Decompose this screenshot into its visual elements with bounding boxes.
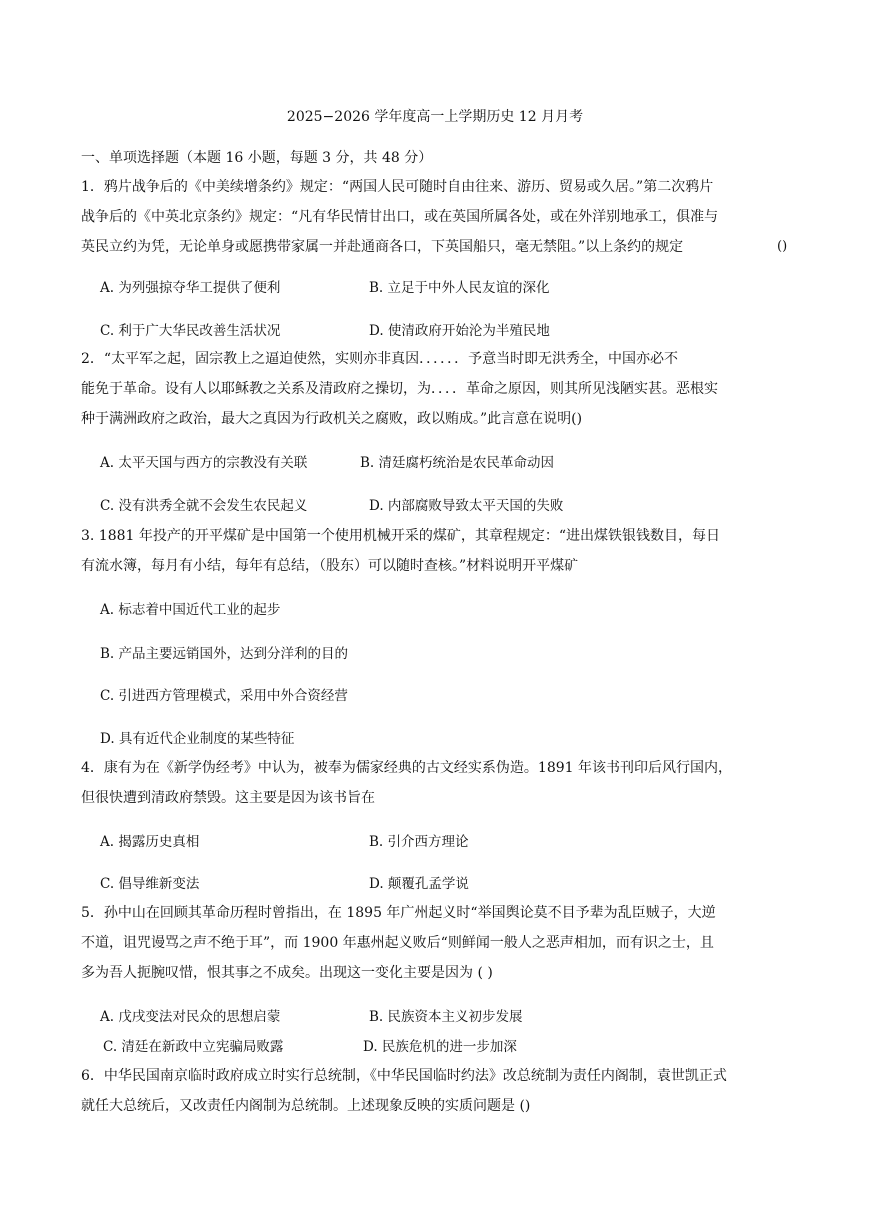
q5-option-a[interactable]: A. 戊戌变法对民众的思想启蒙	[100, 1009, 281, 1025]
exam-title: 2025−2026 学年度高一上学期历史 12 月月考	[286, 109, 584, 125]
section-heading: 一、单项选择题（本题 16 小题，每题 3 分，共 48 分）	[81, 150, 433, 166]
q3-option-d[interactable]: D. 具有近代企业制度的某些特征	[100, 731, 295, 747]
q5-line-2: 不道，诅咒谩骂之声不绝于耳”，而 1900 年惠州起义败后“则鲜闻一般人之恶声相加，而有识之士，且	[81, 935, 714, 951]
q4-option-d[interactable]: D. 颠覆孔孟学说	[369, 876, 469, 892]
q5-line-3: 多为吾人扼腕叹惜，恨其事之不成矣。出现这一变化主要是因为 ( )	[81, 965, 493, 981]
q2-line-1: 2．“太平军之起，固宗教上之逼迫使然，实则亦非真因．．．．．．予意当时即无洪秀全，中国亦必不	[81, 351, 679, 367]
q4-option-b[interactable]: B. 引介西方理论	[369, 834, 469, 850]
q1-line-1: 1．鸦片战争后的《中美续增条约》规定：“两国人民可随时自由往来、游历、贸易或久居。”第二次鸦片	[81, 179, 714, 195]
q3-option-c[interactable]: C. 引进西方管理模式，采用中外合资经营	[100, 688, 348, 704]
q3-line-1: 3. 1881 年投产的开平煤矿是中国第一个使用机械开采的煤矿，其章程规定：“进出煤铁银钱数目，每日	[81, 528, 721, 544]
q2-option-b[interactable]: B. 清廷腐朽统治是农民革命动因	[360, 455, 555, 471]
q6-line-2: 就任大总统后，又改责任内阁制为总统制。上述现象反映的实质问题是 ()	[81, 1098, 531, 1114]
q5-option-b[interactable]: B. 民族资本主义初步发展	[369, 1009, 523, 1025]
q1-answer-paren: ()	[777, 239, 788, 254]
q4-line-1: 4．康有为在《新学伪经考》中认为，被奉为儒家经典的古文经实系伪造。1891 年该书刊印后风行国内，	[81, 760, 732, 776]
q2-option-c[interactable]: C. 没有洪秀全就不会发生农民起义	[100, 498, 308, 514]
q3-option-b[interactable]: B. 产品主要远销国外，达到分洋利的目的	[100, 646, 349, 662]
q1-option-c[interactable]: C. 利于广大华民改善生活状况	[100, 323, 281, 339]
q1-line-2: 战争后的《中英北京条约》规定：“凡有华民情甘出口，或在英国所属各处，或在外洋别地承工，俱准与	[81, 209, 719, 225]
q2-line-3: 种于满洲政府之政治，最大之真因为行政机关之腐败，政以贿成。”此言意在说明()	[81, 411, 583, 427]
q3-option-a[interactable]: A. 标志着中国近代工业的起步	[100, 602, 281, 618]
q5-line-1: 5．孙中山在回顾其革命历程时曾指出，在 1895 年广州起义时“举国舆论莫不目予辈为乱臣贼子，大逆	[81, 905, 716, 921]
q4-option-c[interactable]: C. 倡导维新变法	[100, 876, 200, 892]
q1-option-d[interactable]: D. 使清政府开始沦为半殖民地	[369, 323, 550, 339]
q4-option-a[interactable]: A. 揭露历史真相	[100, 834, 200, 850]
q3-line-2: 有流水簿，每月有小结，每年有总结，（股东）可以随时查核。”材料说明开平煤矿	[81, 558, 579, 574]
q2-option-d[interactable]: D. 内部腐败导致太平天国的失败	[369, 498, 564, 514]
q1-line-3: 英民立约为凭，无论单身或愿携带家属一并赴通商各口，下英国船只，毫无禁阻。”以上条约的规定	[81, 239, 684, 255]
q1-option-b[interactable]: B. 立足于中外人民友谊的深化	[369, 280, 550, 296]
q1-option-a[interactable]: A. 为列强掠夺华工提供了便利	[100, 280, 281, 296]
q6-line-1: 6．中华民国南京临时政府成立时实行总统制，《中华民国临时约法》改总统制为责任内阁制，袁世凯正式	[81, 1068, 727, 1084]
q2-line-2: 能免于革命。设有人以耶稣教之关系及清政府之操切，为．．．．革命之原因，则其所见浅陋实甚。恶根实	[81, 381, 718, 397]
q5-option-c[interactable]: C. 清廷在新政中立宪骗局败露	[103, 1039, 284, 1055]
q4-line-2: 但很快遭到清政府禁毁。这主要是因为该书旨在	[81, 790, 375, 806]
q5-option-d[interactable]: D. 民族危机的进一步加深	[363, 1039, 517, 1055]
q2-option-a[interactable]: A. 太平天国与西方的宗教没有关联	[100, 455, 308, 471]
